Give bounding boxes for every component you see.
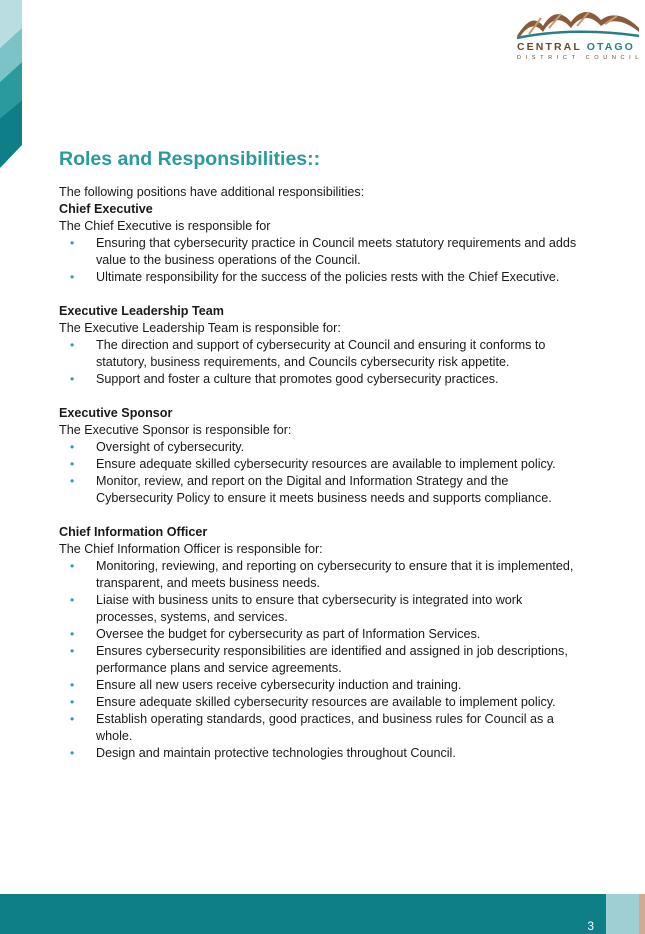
bullet-icon: • — [70, 593, 75, 607]
bullet-icon: • — [70, 627, 75, 641]
responsibility-text-line: Liaise with business units to ensure that cybersecurity is integrated into work — [96, 593, 523, 607]
mountains-logo-icon — [515, 6, 641, 40]
responsibility-item — [59, 626, 604, 643]
responsibility-text-line: transparent, and meets business needs. — [96, 576, 321, 590]
bullet-icon: • — [70, 678, 75, 692]
responsibility-text-line: whole. — [96, 729, 133, 743]
footer-accent-light — [606, 894, 639, 934]
bullet-icon: • — [70, 270, 75, 284]
responsibility-item — [59, 643, 604, 677]
responsibility-text-line: Ensure adequate skilled cybersecurity resources are available to implement policy. — [96, 457, 556, 471]
responsibility-text-line: Ensuring that cybersecurity practice in Council meets statutory requirements and adds — [96, 236, 577, 250]
role-section — [59, 405, 604, 507]
responsibility-text-line: The direction and support of cybersecurity at Council and ensuring it conforms to — [96, 338, 546, 352]
role-heading: Chief Executive — [59, 202, 153, 216]
responsibility-item — [59, 235, 604, 269]
responsibility-list — [59, 235, 604, 286]
logo-name-otago: OTAGO — [586, 41, 635, 53]
role-heading: Executive Leadership Team — [59, 304, 224, 318]
section-spacer — [59, 507, 604, 524]
responsibility-text-line: value to the business operations of the Council. — [96, 253, 361, 267]
logo-name-central: CENTRAL — [517, 41, 582, 53]
responsibility-text-line: Oversee the budget for cybersecurity as part of Information Services. — [96, 627, 481, 641]
responsibility-text-line: Support and foster a culture that promotes good cybersecurity practices. — [96, 372, 499, 386]
role-lead-text: The Executive Sponsor is responsible for: — [59, 423, 292, 437]
responsibility-item — [59, 694, 604, 711]
responsibility-text-line: Ensure adequate skilled cybersecurity resources are available to implement policy. — [96, 695, 556, 709]
bullet-icon: • — [70, 236, 75, 250]
responsibility-text-line: Monitoring, reviewing, and reporting on cybersecurity to ensure that it is implemented, — [96, 559, 574, 573]
responsibility-text-line: Oversight of cybersecurity. — [96, 440, 245, 454]
bullet-icon: • — [70, 695, 75, 709]
document-body — [59, 148, 604, 762]
responsibility-text-line: performance plans and service agreements. — [96, 661, 342, 675]
page-title: Roles and Responsibilities:: — [59, 148, 321, 170]
page-number: 3 — [587, 919, 594, 933]
responsibility-text-line: Cybersecurity Policy to ensure it meets business needs and supports compliance. — [96, 491, 552, 505]
role-section — [59, 303, 604, 388]
section-spacer — [59, 286, 604, 303]
bullet-icon: • — [70, 372, 75, 386]
responsibility-text-line: Ensure all new users receive cybersecurity induction and training. — [96, 678, 462, 692]
responsibility-item — [59, 677, 604, 694]
footer-accent-tan — [639, 894, 645, 934]
responsibility-item — [59, 269, 604, 286]
responsibility-list — [59, 558, 604, 762]
bullet-icon: • — [70, 746, 75, 760]
role-section — [59, 524, 604, 762]
bullet-icon: • — [70, 559, 75, 573]
responsibility-list — [59, 337, 604, 388]
responsibility-text-line: Ultimate responsibility for the success of the policies rests with the Chief Executive. — [96, 270, 560, 284]
role-lead-text: The Chief Executive is responsible for — [59, 219, 271, 233]
intro-text: The following positions have additional responsibilities: — [59, 185, 365, 199]
responsibility-item — [59, 439, 604, 456]
responsibility-item — [59, 711, 604, 745]
responsibility-item — [59, 371, 604, 388]
responsibility-text-line: statutory, business requirements, and Councils cybersecurity risk appetite. — [96, 355, 510, 369]
responsibility-text-line: Ensures cybersecurity responsibilities are identified and assigned in job descriptions, — [96, 644, 568, 658]
footer-bar — [0, 894, 606, 934]
role-heading: Chief Information Officer — [59, 525, 208, 539]
responsibility-item — [59, 592, 604, 626]
responsibility-text-line: Design and maintain protective technologies throughout Council. — [96, 746, 456, 760]
responsibility-item — [59, 558, 604, 592]
responsibility-text-line: Monitor, review, and report on the Digital and Information Strategy and the — [96, 474, 509, 488]
council-logo — [515, 6, 644, 61]
role-heading: Executive Sponsor — [59, 406, 173, 420]
bullet-icon: • — [70, 457, 75, 471]
section-spacer — [59, 388, 604, 405]
responsibility-text-line: processes, systems, and services. — [96, 610, 288, 624]
left-corner-decoration — [0, 0, 26, 180]
role-lead-text: The Chief Information Officer is responsible for: — [59, 542, 323, 556]
bullet-icon: • — [70, 712, 75, 726]
roles-sections — [59, 201, 604, 762]
bullet-icon: • — [70, 440, 75, 454]
responsibility-item — [59, 745, 604, 762]
responsibility-item — [59, 337, 604, 371]
role-section — [59, 201, 604, 286]
logo-name — [517, 41, 641, 53]
logo-subtitle: DISTRICT COUNCIL — [517, 55, 644, 61]
responsibility-item — [59, 456, 604, 473]
role-lead-text: The Executive Leadership Team is responsible for: — [59, 321, 341, 335]
responsibility-text-line: Establish operating standards, good practices, and business rules for Council as a — [96, 712, 554, 726]
bullet-icon: • — [70, 644, 75, 658]
bullet-icon: • — [70, 338, 75, 352]
responsibility-list — [59, 439, 604, 507]
bullet-icon: • — [70, 474, 75, 488]
responsibility-item — [59, 473, 604, 507]
